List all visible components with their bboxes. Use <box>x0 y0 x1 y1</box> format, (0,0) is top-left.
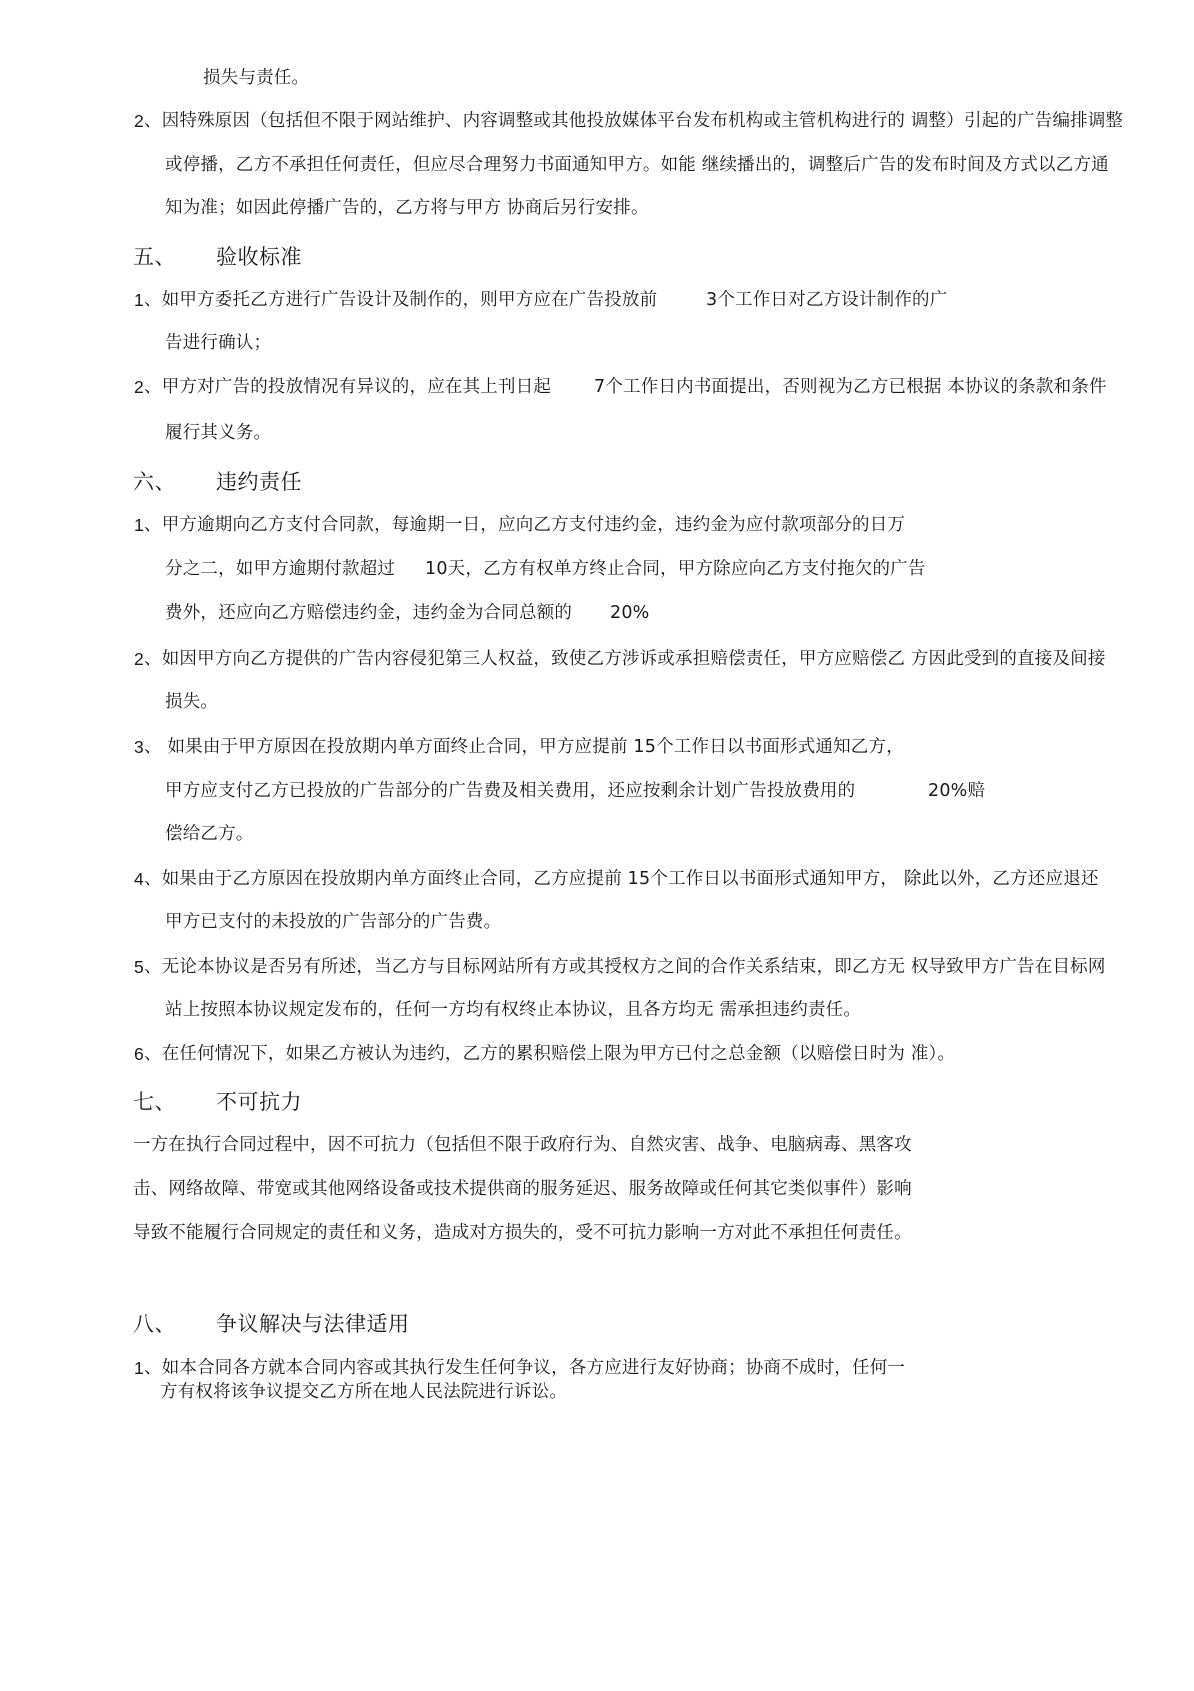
s6-item-2-number: 2 <box>134 649 144 669</box>
intro-item-2-line-2: 或停播，乙方不承担任何责任，但应尽合理努力书面通知甲方。如能 继续播出的，调整后广告的发布时间及方式以乙方通 <box>165 155 1109 175</box>
section-6-title: 违约责任 <box>216 470 302 494</box>
s6-item-6-line-1: 、在任何情况下，如果乙方被认为违约，乙方的累积赔偿上限为甲方已付之总金额（以赔偿日时为 准）。 <box>144 1044 956 1064</box>
s6-item-1-line-2: 分之二，如甲方逾期付款超过 <box>165 559 396 579</box>
s6-item-2-line-2: 损失。 <box>165 692 219 712</box>
s6-item-1-line-3b: 20% <box>610 603 650 623</box>
section-8-title: 争议解决与法律适用 <box>216 1312 410 1336</box>
section-5-title: 验收标准 <box>216 245 302 269</box>
s5-item-1-line-1b: 3个工作日对乙方设计制作的广 <box>706 290 948 310</box>
intro-item-2-line-1: 、因特殊原因（包括但不限于网站维护、内容调整或其他投放媒体平台发布机构或主管机构进行的 调整）引起的广告编排调整 <box>144 111 1124 131</box>
s5-item-2-number: 2 <box>134 377 144 397</box>
s6-item-3-line-2: 甲方应支付乙方已投放的广告部分的广告费及相关费用，还应按剩余计划广告投放费用的 <box>165 781 856 801</box>
s8-item-1-line-1: 、如本合同各方就本合同内容或其执行发生任何争议，各方应进行友好协商；协商不成时，任何一 <box>144 1358 906 1378</box>
s6-item-5-number: 5 <box>134 957 144 977</box>
s6-item-2-line-1: 、如因甲方向乙方提供的广告内容侵犯第三人权益，致使乙方涉诉或承担赔偿责任，甲方应赔偿乙 方因此受到的直接及间接 <box>144 649 1106 669</box>
section-7-title: 不可抗力 <box>216 1090 302 1114</box>
s6-item-3-line-1: 、 如果由于甲方原因在投放期内单方面终止合同，甲方应提前 15个工作日以书面形式通知乙方， <box>144 737 904 757</box>
s6-item-3-number: 3 <box>134 737 144 757</box>
s7-paragraph-line-1: 一方在执行合同过程中，因不可抗力（包括但不限于政府行为、自然灾害、战争、电脑病毒、黑客攻 <box>133 1135 912 1155</box>
section-5-number: 五、 <box>133 245 176 269</box>
s8-item-1-number: 1 <box>134 1358 144 1378</box>
s6-item-1-line-1: 、甲方逾期向乙方支付合同款，每逾期一日，应向乙方支付违约金，违约金为应付款项部分的日万 <box>144 515 906 535</box>
s6-item-3-line-3: 偿给乙方。 <box>165 824 254 844</box>
s7-paragraph-line-3: 导致不能履行合同规定的责任和义务，造成对方损失的，受不可抗力影响一方对此不承担任何责任。 <box>133 1223 912 1243</box>
s6-item-4-line-1: 、如果由于乙方原因在投放期内单方面终止合同，乙方应提前 15个工作日以书面形式通知甲方， 除此以外，乙方还应退还 <box>144 869 1099 889</box>
intro-item-2-line-3: 知为准；如因此停播广告的，乙方将与甲方 协商后另行安排。 <box>165 198 649 218</box>
s7-paragraph-line-2: 击、网络故障、带宽或其他网络设备或技术提供商的服务延迟、服务故障或任何其它类似事件）影响 <box>133 1179 912 1199</box>
intro-item-2-number: 2 <box>134 111 144 131</box>
section-7-number: 七、 <box>133 1090 176 1114</box>
section-8-number: 八、 <box>133 1312 176 1336</box>
s5-item-2-line-1b: 7个工作日内书面提出，否则视为乙方已根据 本协议的条款和条件 <box>594 377 1107 397</box>
s5-item-2-line-2: 履行其义务。 <box>165 423 272 443</box>
s5-item-1-number: 1 <box>134 290 144 310</box>
intro-line-1: 损失与责任。 <box>203 68 310 88</box>
s8-item-1-line-2: 方有权将该争议提交乙方所在地人民法院进行诉讼。 <box>160 1382 568 1402</box>
section-6-number: 六、 <box>133 470 176 494</box>
s5-item-2-line-1: 、甲方对广告的投放情况有异议的，应在其上刊日起 <box>144 377 552 397</box>
s6-item-6-number: 6 <box>134 1044 144 1064</box>
s6-item-1-number: 1 <box>134 515 144 535</box>
s6-item-4-line-2: 甲方已支付的未投放的广告部分的广告费。 <box>165 912 502 932</box>
s6-item-4-number: 4 <box>134 869 144 889</box>
s6-item-5-line-2: 站上按照本协议规定发布的，任何一方均有权终止本协议，且各方均无 需承担违约责任。 <box>165 1000 862 1020</box>
s6-item-1-line-2b: 10天，乙方有权单方终止合同，甲方除应向乙方支付拖欠的广告 <box>425 559 926 579</box>
s6-item-1-line-3: 费外，还应向乙方赔偿违约金，违约金为合同总额的 <box>165 603 573 623</box>
s5-item-1-line-1: 、如甲方委托乙方进行广告设计及制作的，则甲方应在广告投放前 <box>144 290 658 310</box>
s5-item-1-line-2: 告进行确认； <box>165 333 272 353</box>
s6-item-3-line-2b: 20%赔 <box>928 781 986 801</box>
s6-item-5-line-1: 、无论本协议是否另有所述，当乙方与目标网站所有方或其授权方之间的合作关系结束，即乙方无 权导致甲方广告在目标网 <box>144 957 1106 977</box>
